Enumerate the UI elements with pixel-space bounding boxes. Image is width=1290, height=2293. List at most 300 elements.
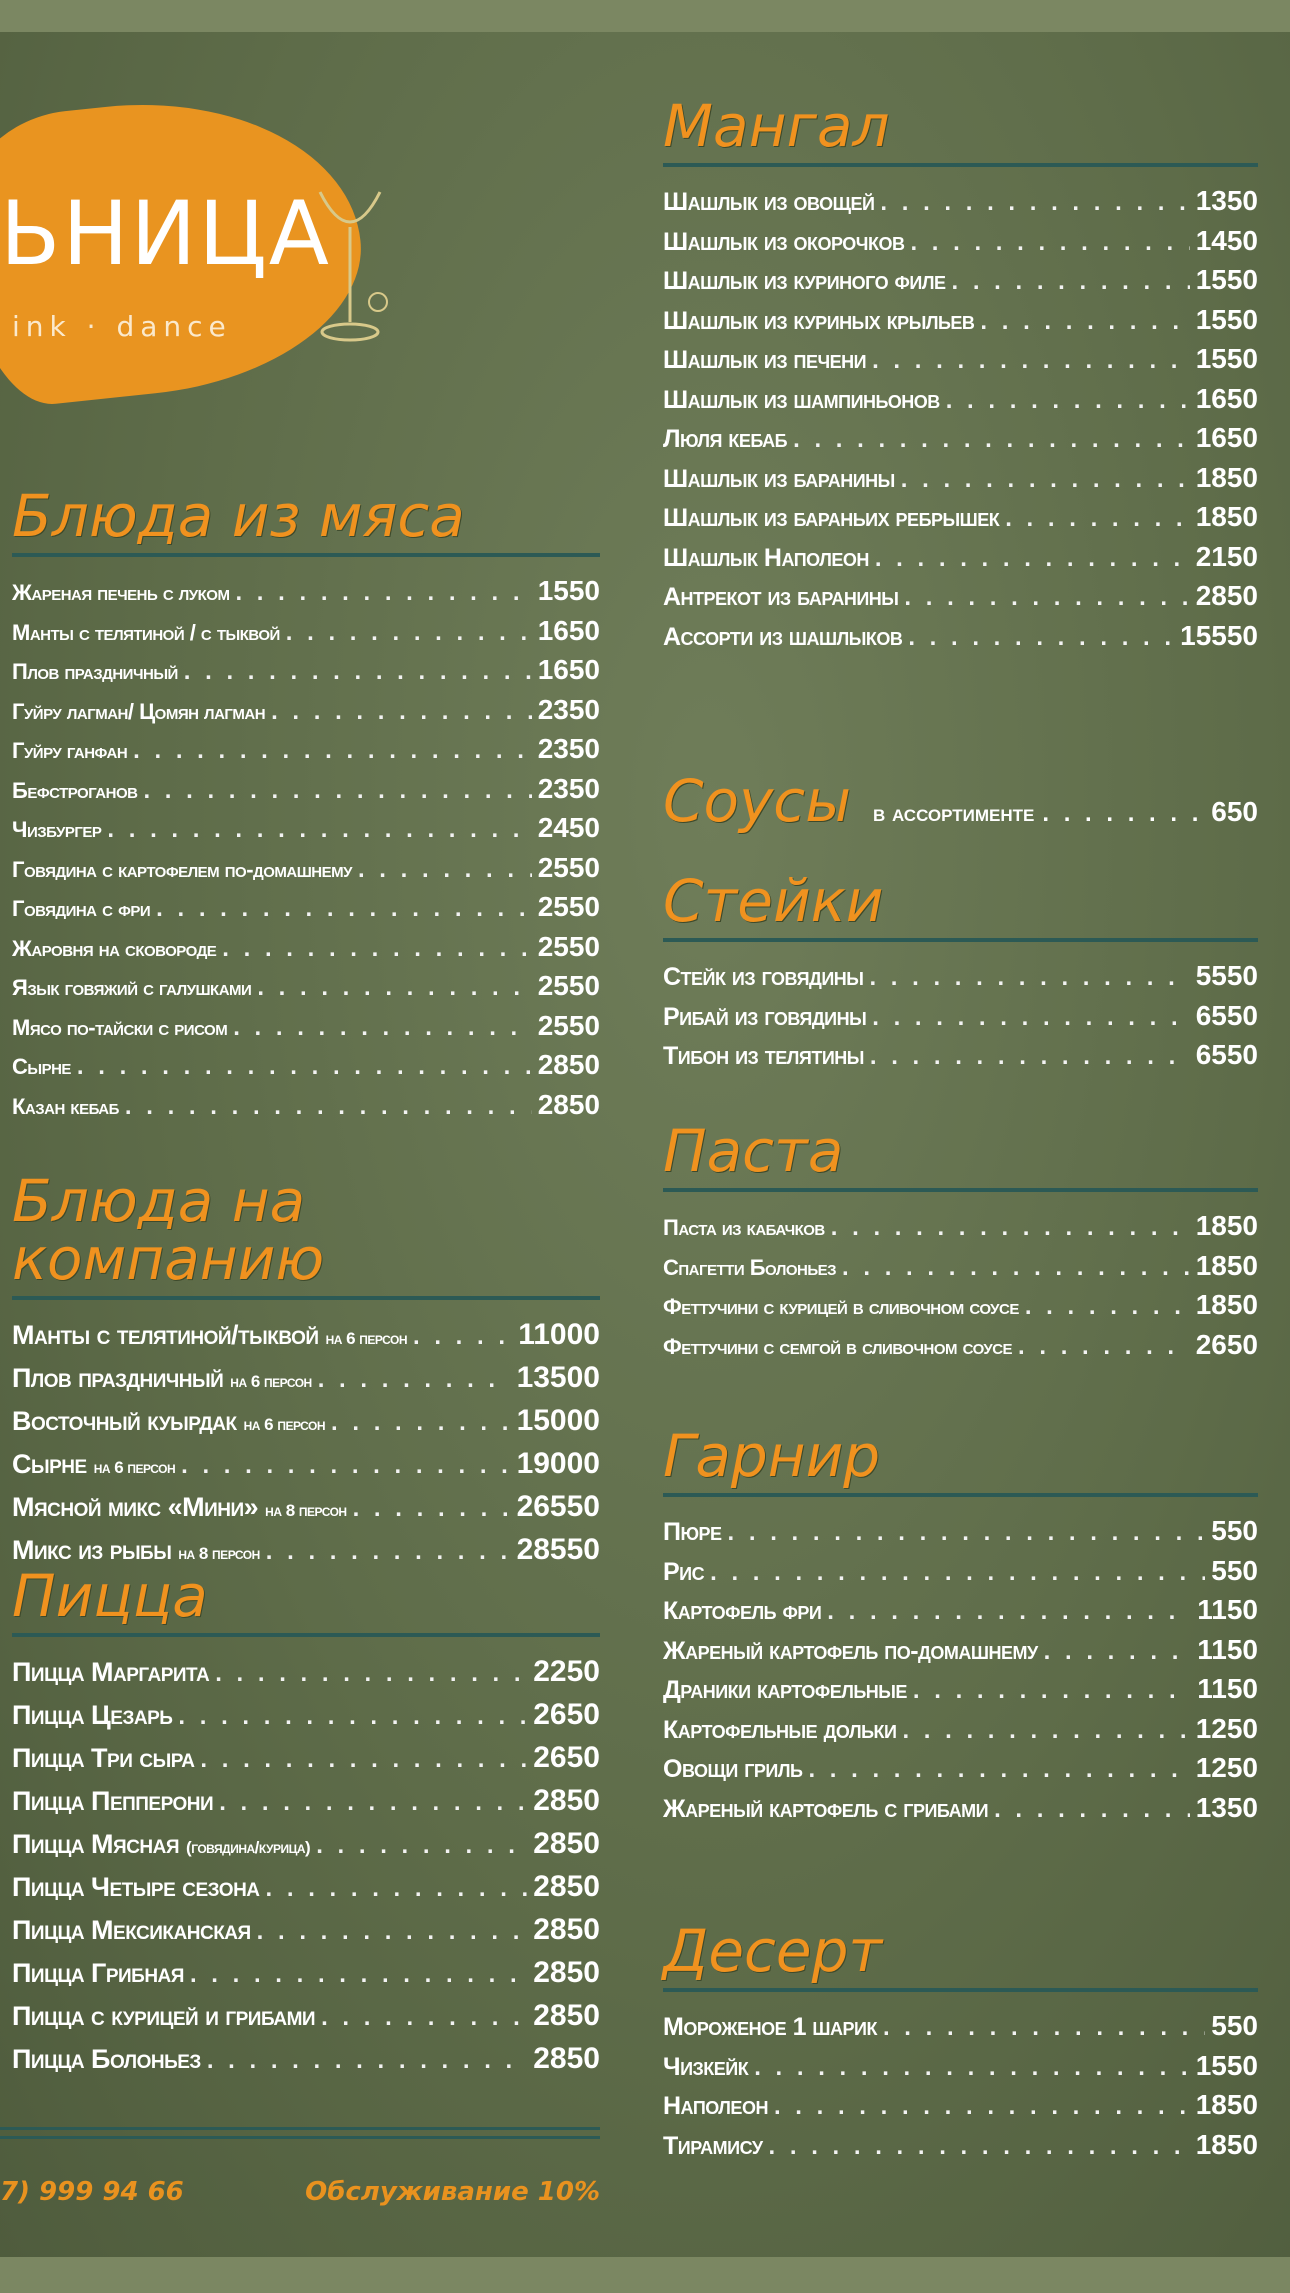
item-name-text: Манты с телятиной/тыквой <box>12 1320 319 1350</box>
item-price: 1350 <box>1195 1791 1258 1823</box>
item-name <box>663 1558 704 1587</box>
item-price: 15550 <box>1180 619 1258 651</box>
menu-item <box>663 1515 1258 1555</box>
item-price: 2550 <box>537 930 600 962</box>
item-price: 550 <box>1211 1554 1258 1586</box>
item-name-text: Картофельные дольки <box>663 1715 897 1744</box>
item-name-text: Пицца Мексиканская <box>12 1915 251 1945</box>
dot-leader <box>872 347 1190 375</box>
item-price: 2850 <box>537 1088 600 1120</box>
dot-leader <box>178 1703 527 1731</box>
item-name <box>663 504 999 533</box>
menu-item <box>12 852 600 892</box>
dot-leader <box>143 777 531 805</box>
dot-leader <box>769 2133 1190 2161</box>
item-name <box>663 465 895 494</box>
menu-item <box>663 2129 1258 2169</box>
footer-row <box>0 2177 600 2207</box>
menu-item <box>663 1634 1258 1674</box>
item-price: 2850 <box>533 1956 600 1989</box>
item-note: на 8 персон <box>178 1544 260 1563</box>
dot-leader <box>235 579 531 607</box>
section-rule <box>663 1188 1258 1192</box>
section-title-meat: Блюда из мяса <box>12 482 465 550</box>
item-price: 6550 <box>1195 999 1258 1031</box>
phone-number: 7) 999 94 66 <box>0 2177 184 2207</box>
item-price: 2350 <box>537 772 600 804</box>
section-title-dessert: Десерт <box>663 1917 883 1985</box>
dot-leader <box>125 1093 532 1121</box>
item-name-text: Люля кебаб <box>663 425 788 453</box>
item-note: на 6 персон <box>325 1329 407 1348</box>
item-name <box>663 228 904 257</box>
item-name <box>663 1255 836 1281</box>
item-name-text: Жареный картофель по-домашнему <box>663 1636 1038 1665</box>
menu-item <box>663 343 1258 383</box>
item-price: 19000 <box>516 1447 600 1480</box>
section-rule <box>12 553 600 557</box>
section-sauces <box>663 767 1258 835</box>
menu-item <box>663 1673 1258 1713</box>
item-name-text: Чизбургер <box>12 817 102 842</box>
item-name <box>12 857 352 883</box>
sauces-price: 650 <box>1211 796 1258 827</box>
item-note: на 8 персон <box>265 1501 347 1520</box>
item-name <box>663 1597 821 1626</box>
menu-item <box>12 1784 600 1827</box>
dot-leader <box>207 2047 527 2075</box>
menu-item <box>663 2050 1258 2090</box>
dot-leader <box>1018 1333 1190 1361</box>
menu-item <box>12 1698 600 1741</box>
section-meat <box>12 482 600 1128</box>
item-price: 2850 <box>1195 580 1258 611</box>
dot-leader <box>222 935 531 963</box>
item-name-text: Феттучини с семгой в сливочном соусе <box>663 1333 1013 1359</box>
menu-item <box>12 1049 600 1089</box>
section-title-steaks: Стейки <box>663 867 884 935</box>
item-price: 1850 <box>1195 1249 1258 1281</box>
item-name-text: Шашлык из баранины <box>663 464 895 493</box>
item-note: на 6 персон <box>230 1372 312 1391</box>
dot-leader <box>880 189 1189 217</box>
item-name-text: Ассорти из шашлыков <box>663 622 903 651</box>
section-pizza <box>12 1562 600 2085</box>
dot-leader <box>266 1875 528 1903</box>
item-price: 2250 <box>533 1655 600 1688</box>
menu-item <box>663 1792 1258 1832</box>
item-name-text: Пицца Пепперони <box>12 1786 214 1816</box>
item-name-text: Казан кебаб <box>12 1093 119 1119</box>
section-title-garnish: Гарнир <box>663 1422 881 1490</box>
menu-item <box>12 1913 600 1956</box>
menu-item <box>663 960 1258 1000</box>
item-price: 1150 <box>1197 1594 1258 1625</box>
item-name-text: Шашлык из шампиньонов <box>663 385 940 414</box>
dot-leader <box>1025 1293 1190 1321</box>
item-price: 550 <box>1211 1515 1258 1546</box>
item-name <box>12 620 280 646</box>
item-name <box>663 1042 864 1071</box>
dot-leader <box>215 1660 527 1688</box>
menu-item <box>12 1741 600 1784</box>
item-price: 2850 <box>533 1870 600 1903</box>
section-garnish <box>663 1422 1258 1831</box>
menu-item <box>663 2089 1258 2129</box>
dot-leader <box>728 1519 1206 1547</box>
item-name <box>12 896 150 922</box>
dot-leader <box>413 1323 512 1351</box>
item-price: 2550 <box>537 1009 600 1041</box>
item-price: 11000 <box>518 1318 600 1351</box>
item-name <box>12 1743 194 1774</box>
item-name <box>12 738 127 764</box>
dot-leader <box>77 1053 532 1081</box>
menu-item <box>12 654 600 694</box>
menu-item <box>12 1490 600 1533</box>
menu-item <box>12 1318 600 1361</box>
menu-item <box>663 225 1258 265</box>
item-name <box>663 2053 748 2082</box>
dot-leader <box>1005 505 1189 533</box>
service-charge: Обслуживание 10% <box>305 2177 600 2207</box>
menu-item <box>663 462 1258 502</box>
item-price: 2550 <box>537 970 600 1001</box>
item-name-text: Чизкейк <box>663 2052 749 2081</box>
menu-item <box>12 2042 600 2085</box>
item-name-text: Паста из кабачков <box>663 1215 825 1240</box>
item-price: 2650 <box>533 1698 600 1731</box>
section-grill <box>663 92 1258 659</box>
dot-leader <box>200 1746 527 1774</box>
item-name <box>663 1755 802 1784</box>
item-name <box>12 659 178 685</box>
section-title-pasta: Паста <box>663 1117 844 1185</box>
item-name <box>663 1518 722 1547</box>
section-rule <box>663 1988 1258 1992</box>
dessert-list <box>663 2010 1258 2168</box>
menu-item <box>12 931 600 971</box>
dot-leader <box>190 1961 527 1989</box>
item-name-text: Спагетти Болоньез <box>663 1254 837 1280</box>
item-name <box>663 2013 877 2042</box>
item-name <box>12 1492 347 1523</box>
item-note: (говядина/курица) <box>186 1838 311 1857</box>
item-name <box>12 936 216 962</box>
item-price: 6550 <box>1195 1039 1258 1070</box>
item-name-text: Говядина с картофелем по-домашнему <box>12 856 352 882</box>
item-price: 2650 <box>1195 1328 1258 1360</box>
item-name <box>12 1700 172 1731</box>
dot-leader <box>286 619 532 647</box>
pasta-list <box>663 1210 1258 1368</box>
item-price: 1250 <box>1195 1712 1258 1744</box>
item-name-text: Наполеон <box>663 2092 768 2120</box>
item-name <box>663 267 945 296</box>
dot-leader <box>793 426 1190 454</box>
item-price: 2850 <box>533 2042 600 2075</box>
menu-item <box>663 1000 1258 1040</box>
item-name-text: Плов праздничный <box>12 1363 224 1393</box>
item-name-text: Стейк из говядины <box>663 963 864 991</box>
menu-item <box>663 1752 1258 1792</box>
item-price: 2850 <box>533 1827 600 1860</box>
section-rule <box>663 938 1258 942</box>
item-price: 2350 <box>537 693 600 725</box>
item-name-text: Шашлык Наполеон <box>663 543 869 572</box>
item-name <box>663 386 940 415</box>
item-name <box>663 544 869 573</box>
item-name <box>663 307 974 336</box>
dot-leader <box>133 737 532 765</box>
dot-leader <box>883 2014 1205 2042</box>
menu-item <box>12 1655 600 1698</box>
dot-leader <box>875 545 1190 573</box>
item-name-text: Говядина с фри <box>12 896 151 921</box>
dot-leader <box>913 1677 1191 1705</box>
item-price: 1150 <box>1197 1633 1258 1665</box>
item-name <box>663 346 866 375</box>
menu-item <box>663 383 1258 423</box>
item-name-text: Шашлык из куриного филе <box>663 267 946 295</box>
item-name <box>12 1657 209 1688</box>
garnish-list <box>663 1515 1258 1831</box>
item-price: 1650 <box>1195 422 1258 453</box>
item-price: 1150 <box>1197 1673 1258 1704</box>
menu-item <box>12 1361 600 1404</box>
dot-leader <box>808 1756 1189 1784</box>
item-name <box>12 2001 315 2032</box>
dot-leader <box>910 229 1189 257</box>
item-name <box>12 1958 184 1989</box>
item-price: 1550 <box>1195 2049 1258 2081</box>
item-name <box>12 1449 175 1480</box>
item-name-text: Восточный куырдак <box>12 1406 237 1436</box>
section-dessert <box>663 1917 1258 2168</box>
item-name-text: Шашлык из окорочков <box>663 227 905 256</box>
menu-item <box>12 1447 600 1490</box>
menu-item <box>663 620 1258 660</box>
menu-item <box>663 185 1258 225</box>
item-name-text: Сырне <box>12 1054 71 1079</box>
dot-leader <box>710 1559 1205 1587</box>
dot-leader <box>219 1789 527 1817</box>
menu-item <box>663 1289 1258 1329</box>
dot-leader <box>946 387 1190 415</box>
menu-item <box>663 1329 1258 1369</box>
item-price: 1850 <box>1195 2128 1258 2160</box>
item-name <box>12 1363 312 1394</box>
dot-leader <box>358 856 532 884</box>
sauces-note: в ассортименте <box>873 800 1035 827</box>
menu-item <box>663 580 1258 620</box>
item-name-text: Язык говяжий с галушками <box>12 975 252 1000</box>
item-name-text: Пицца Три сыра <box>12 1743 195 1773</box>
menu-item <box>663 1210 1258 1250</box>
menu-item <box>663 422 1258 462</box>
item-name <box>12 975 251 1001</box>
dot-leader <box>870 1043 1190 1071</box>
item-name-text: Рибай из говядины <box>663 1002 867 1031</box>
menu-item <box>12 812 600 852</box>
section-rule <box>663 1493 1258 1497</box>
footer-rule <box>0 2127 600 2139</box>
item-name <box>663 1003 866 1032</box>
menu-item <box>12 1404 600 1447</box>
item-name <box>663 583 898 612</box>
item-price: 28550 <box>516 1533 600 1566</box>
item-price: 2350 <box>537 733 600 764</box>
dot-leader <box>842 1254 1190 1282</box>
item-price: 1850 <box>1195 2089 1258 2120</box>
menu-item <box>12 1089 600 1129</box>
item-name-text: Антрекот из баранины <box>663 583 899 611</box>
item-name-text: Гуйру ганфан <box>12 738 128 763</box>
item-name-text: Жареный картофель с грибами <box>663 1794 989 1823</box>
item-name <box>12 1872 260 1903</box>
item-note: на 6 персон <box>243 1415 326 1434</box>
item-name-text: Пицца Цезарь <box>12 1700 173 1730</box>
item-name <box>663 2132 763 2161</box>
section-pasta <box>663 1117 1258 1368</box>
item-price: 2450 <box>537 812 600 843</box>
item-name-text: Шашлык из куриных крыльев <box>663 306 975 335</box>
menu-page <box>0 32 1290 2257</box>
item-name-text: Шашлык из бараньих ребрышек <box>663 504 1000 532</box>
item-name-text: Тирамису <box>663 2131 763 2160</box>
item-price: 1850 <box>1195 1210 1258 1241</box>
menu-item <box>663 501 1258 541</box>
item-name <box>663 1795 988 1824</box>
item-name <box>663 1334 1012 1360</box>
menu-item <box>12 575 600 615</box>
dot-leader <box>107 816 531 844</box>
item-price: 2850 <box>533 1913 600 1946</box>
item-price: 2550 <box>537 851 600 883</box>
section-title-company: Блюда на компанию <box>12 1167 325 1293</box>
dot-leader <box>869 964 1189 992</box>
section-rule <box>12 1633 600 1637</box>
item-name-text: Жаровня на сковороде <box>12 935 217 961</box>
item-name <box>12 1054 71 1080</box>
item-price: 1450 <box>1195 224 1258 256</box>
item-name-text: Драники картофельные <box>663 1676 907 1704</box>
dot-leader <box>271 698 532 726</box>
item-price: 1250 <box>1195 1752 1258 1783</box>
item-name <box>12 580 229 606</box>
dot-leader <box>318 1366 511 1394</box>
item-price: 2650 <box>533 1741 600 1774</box>
item-name-text: Манты с телятиной / с тыквой <box>12 619 280 645</box>
item-name <box>12 2044 201 2075</box>
section-rule <box>663 163 1258 167</box>
menu-item <box>663 2010 1258 2050</box>
menu-item <box>663 1713 1258 1753</box>
item-name-text: Жареная печень с луком <box>12 580 230 605</box>
item-price: 1350 <box>1195 185 1258 216</box>
dot-leader <box>901 466 1190 494</box>
wine-glass-icon <box>300 182 400 352</box>
menu-item <box>12 773 600 813</box>
item-name <box>663 2092 768 2121</box>
item-name <box>12 1406 325 1437</box>
dot-leader <box>994 1796 1190 1824</box>
menu-item <box>663 264 1258 304</box>
menu-item <box>12 615 600 655</box>
dot-leader <box>321 2004 527 2032</box>
section-steaks <box>663 867 1258 1079</box>
item-price: 1850 <box>1195 501 1258 532</box>
item-name <box>663 188 874 217</box>
item-name-text: Пицца Четыре сезона <box>12 1872 260 1902</box>
dot-leader <box>951 268 1189 296</box>
item-price: 13500 <box>516 1361 600 1394</box>
item-name <box>663 623 902 652</box>
item-name <box>12 778 137 804</box>
item-name-text: Мясо по-тайски с рисом <box>12 1014 228 1040</box>
item-name-text: Феттучини с курицей в сливочном соусе <box>663 1294 1019 1319</box>
menu-item <box>12 1010 600 1050</box>
item-price: 2550 <box>537 891 600 922</box>
item-name <box>663 1294 1019 1320</box>
item-price: 1550 <box>1195 303 1258 335</box>
item-name <box>663 963 863 992</box>
item-name <box>663 1215 825 1241</box>
item-name-text: Плов праздничный <box>12 659 178 684</box>
item-name-text: Пицца Мясная <box>12 1829 180 1859</box>
item-name-text: Картофель фри <box>663 1597 822 1625</box>
item-price: 1550 <box>1195 264 1258 295</box>
item-price: 15000 <box>516 1404 600 1437</box>
dot-leader <box>181 1452 510 1480</box>
item-price: 1550 <box>537 575 600 606</box>
item-name-text: Тибон из телятины <box>663 1042 864 1070</box>
item-name-text: Мороженое 1 шарик <box>663 2013 877 2041</box>
item-note: на 6 персон <box>93 1458 176 1477</box>
item-name-text: Пюре <box>663 1518 722 1546</box>
item-name <box>663 1676 907 1705</box>
menu-item <box>663 1250 1258 1290</box>
dot-leader <box>156 895 532 923</box>
dot-leader <box>902 1717 1189 1745</box>
logo-tagline: ink · dance <box>12 310 232 343</box>
company-list <box>12 1318 600 1576</box>
item-name <box>12 699 265 725</box>
section-title-grill: Мангал <box>663 92 890 160</box>
item-price: 2150 <box>1195 540 1258 572</box>
grill-list <box>663 185 1258 659</box>
menu-item <box>12 694 600 734</box>
item-price: 550 <box>1211 2010 1258 2041</box>
item-price: 26550 <box>516 1490 600 1523</box>
menu-item <box>12 1999 600 2042</box>
dot-leader <box>266 1538 511 1566</box>
section-title-pizza: Пицца <box>12 1562 208 1630</box>
menu-item <box>663 304 1258 344</box>
item-price: 1650 <box>537 654 600 685</box>
item-name <box>663 1716 896 1745</box>
menu-item <box>12 733 600 773</box>
menu-item <box>12 1870 600 1913</box>
menu-item <box>12 970 600 1010</box>
item-name-text: Гуйру лагман/ Цомян лагман <box>12 698 266 724</box>
menu-item <box>663 1039 1258 1079</box>
item-name <box>12 817 101 843</box>
dot-leader <box>1044 1638 1192 1666</box>
item-price: 1850 <box>1195 461 1258 493</box>
item-price: 5550 <box>1195 960 1258 991</box>
item-name-text: Шашлык из овощей <box>663 188 875 216</box>
